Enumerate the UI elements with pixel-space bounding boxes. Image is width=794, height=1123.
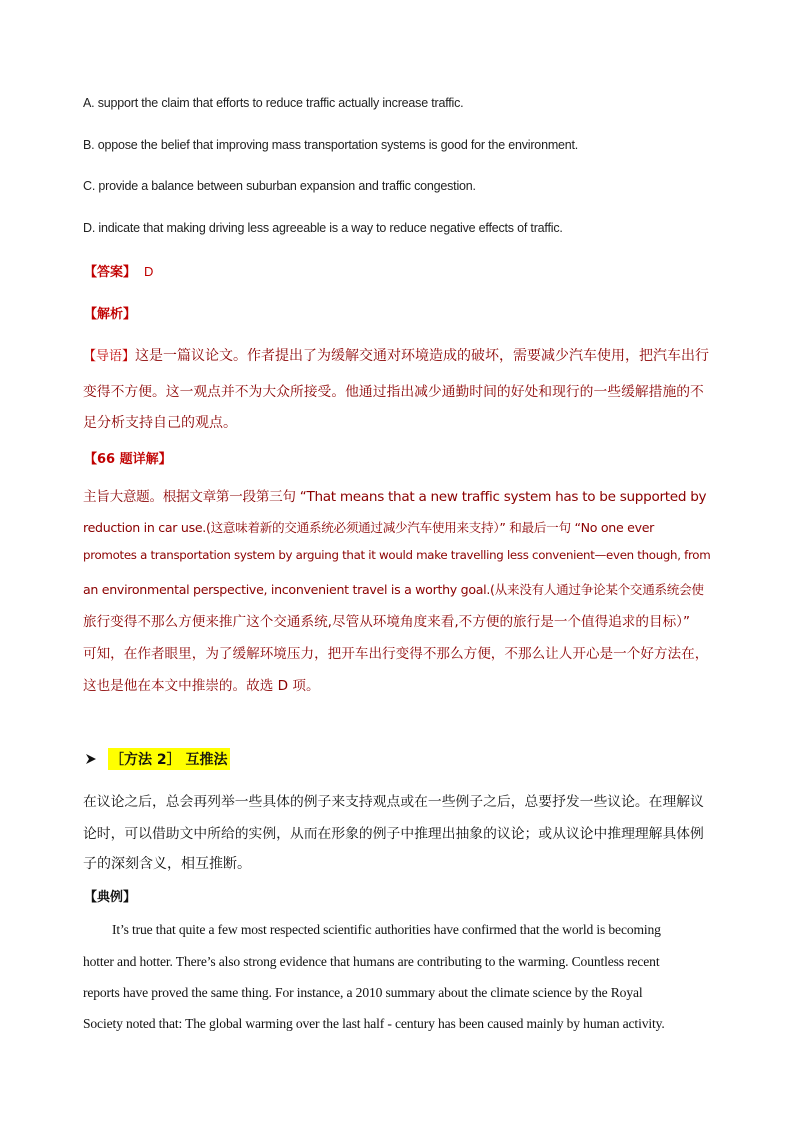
detail-line-4: an environmental perspective, inconvenient travel is a worthy goal.(从来没有人通过争论某个交通系统会使 [83,582,704,597]
option-letter: B. [83,138,95,152]
detail-line-7: 这也是他在本文中推崇的。故选 D 项。 [83,678,320,694]
answer-row [84,261,153,280]
option-text: oppose the belief that improving mass transportation systems is good for the environment. [97,138,579,152]
option-letter: D. [83,221,96,235]
method-line-2: 论时，可以借助文中所给的实例，从而在形象的例子中推理出抽象的议论；或从议论中推理理解具体例 [83,826,704,842]
arrow-bullet-icon [84,752,98,766]
detail-tag: 【66 题详解】 [84,452,172,467]
intro-line-1 [83,345,711,365]
example-tag: 【典例】 [84,890,137,905]
method-heading-row [84,746,230,772]
example-line-3: reports have proved the same thing. For instance, a 2010 summary about the climate science by the Royal [83,985,643,1000]
option-text: provide a balance between suburban expansion and traffic congestion. [98,179,476,193]
answer-tag: 【答案】 [84,265,137,280]
option-b [83,138,711,152]
detail-line-3: promotes a transportation system by arguing that it would make travelling less convenient—even though, from [83,548,711,562]
example-line-1: It’s true that quite a few most respected scientific authorities have confirmed that the world is becoming [112,922,661,937]
analysis-tag: 【解析】 [84,307,137,322]
option-letter: C. [83,179,96,193]
intro-tag: 【导语】 [83,349,136,364]
option-text: support the claim that efforts to reduce traffic actually increase traffic. [97,96,464,110]
option-c [83,179,711,193]
option-a [83,96,711,110]
method-line-1: 在议论之后，总会再列举一些具体的例子来支持观点或在一些例子之后，总要抒发一些议论。在理解议 [83,794,704,810]
detail-line-5: 旅行变得不那么方便来推广这个交通系统,尽管从环境角度来看,不方便的旅行是一个值得追求的目标）” [83,614,691,630]
option-d [83,221,711,235]
intro-line-text: 这是一篇议论文。作者提出了为缓解交通对环境造成的破坏，需要减少汽车使用，把汽车出行 [135,348,710,364]
intro-line-3: 足分析支持自己的观点。 [83,415,237,431]
option-text: indicate that making driving less agreeable is a way to reduce negative effects of traffic. [98,221,563,235]
option-letter: A. [83,96,95,110]
detail-line-text: 主旨大意题。根据文章第一段第三句 “That means that a new traffic system has to be supported by [83,489,707,505]
detail-line-6: 可知，在作者眼里，为了缓解环境压力，把开车出行变得不那么方便，不那么让人开心是一个好方法在， [83,646,709,662]
method-heading: ［方法 2］ 互推法 [108,748,230,770]
detail-line-2: reduction in car use.(这意味着新的交通系统必须通过减少汽车使用来支持）” 和最后一句 “No one ever [83,520,655,535]
answer-value: D [144,264,154,279]
intro-line-2: 变得不方便。这一观点并不为大众所接受。他通过指出减少通勤时间的好处和现行的一些缓解措施的不 [83,384,704,400]
method-line-3: 子的深刻含义，相互推断。 [83,856,251,872]
example-line-2: hotter and hotter. There’s also strong evidence that humans are contributing to the warming. Countless recent [83,954,660,969]
detail-line-1 [83,485,711,505]
example-line-4: Society noted that: The global warming over the last half - century has been caused mainly by human activity. [83,1016,665,1031]
